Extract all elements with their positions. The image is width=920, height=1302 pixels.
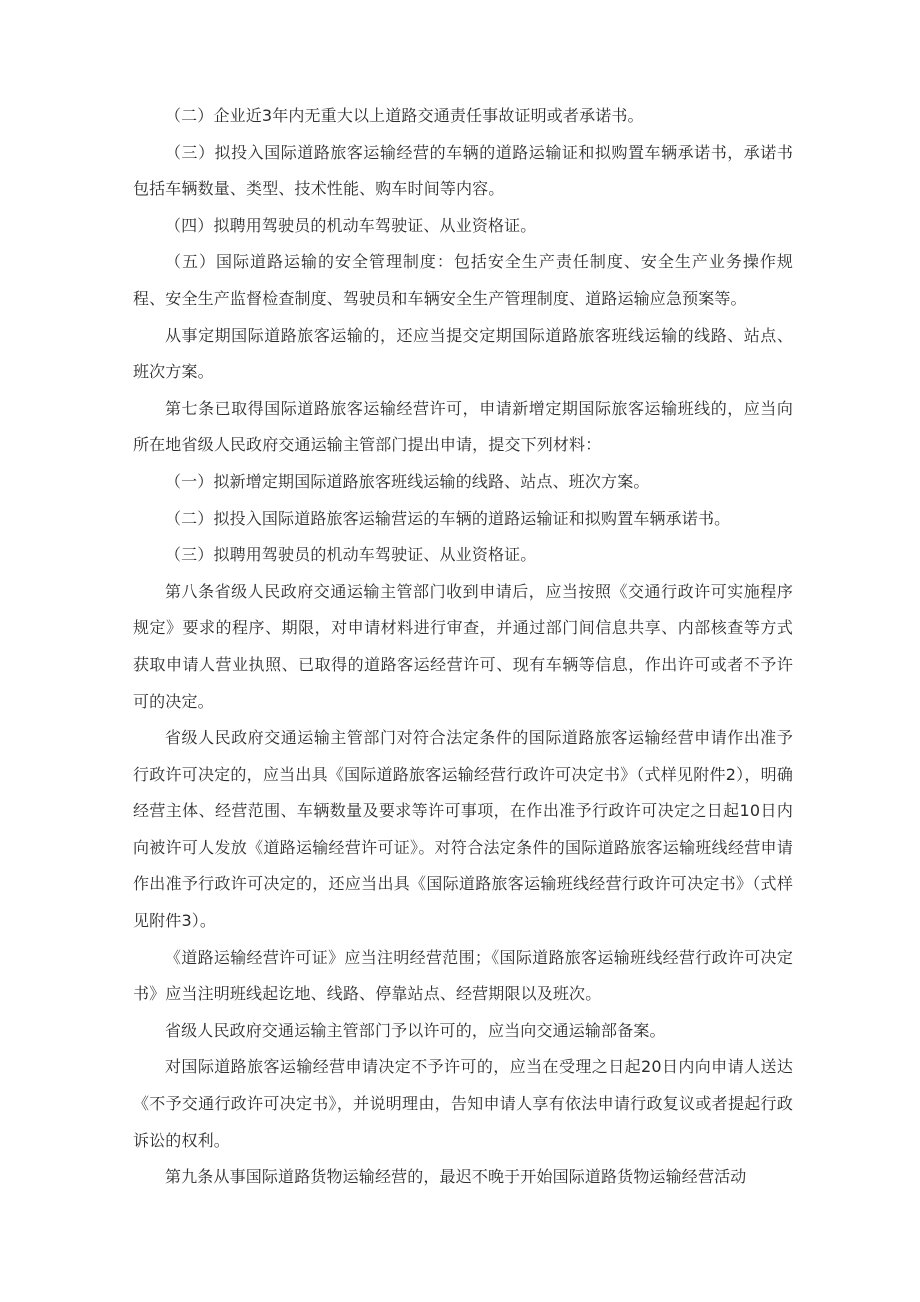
paragraph: （二）企业近3年内无重大以上道路交通责任事故证明或者承诺书。 — [165, 106, 644, 125]
paragraph: 《道路运输经营许可证》应当注明经营范围；《国际道路旅客运输班线经营行政许可决定书》应当注明班线起讫地、线路、停靠站点、经营期限以及班次。 — [133, 947, 793, 1004]
paragraph: 第七条已取得国际道路旅客运输经营许可，申请新增定期国际旅客运输班线的，应当向所在地省级人民政府交通运输主管部门提出申请，提交下列材料： — [133, 398, 793, 455]
paragraph: 对国际道路旅客运输经营申请决定不予许可的，应当在受理之日起20日内向申请人送达《不予交通行政许可决定书》，并说明理由，告知申请人享有依法申请行政复议或者提起行政诉讼的权利。 — [133, 1057, 793, 1150]
paragraph: （五）国际道路运输的安全管理制度：包括安全生产责任制度、安全生产业务操作规程、安全生产监督检查制度、驾驶员和车辆安全生产管理制度、道路运输应急预案等。 — [133, 252, 793, 308]
paragraph: （三）拟投入国际道路旅客运输经营的车辆的道路运输证和拟购置车辆承诺书，承诺书包括车辆数量、类型、技术性能、购车时间等内容。 — [133, 142, 793, 199]
paragraph: 第八条省级人民政府交通运输主管部门收到申请后，应当按照《交通行政许可实施程序规定》要求的程序、期限，对申请材料进行审查，并通过部门间信息共享、内部核查等方式获取申请人营业执照、已取得的道路客运经营许可、现有车辆等信息，作出许可或者不予许可的决定。 — [133, 581, 793, 711]
paragraph: 省级人民政府交通运输主管部门予以许可的，应当向交通运输部备案。 — [165, 1020, 666, 1040]
paragraph: 从事定期国际道路旅客运输的，还应当提交定期国际道路旅客班线运输的线路、站点、班次方案。 — [133, 325, 793, 382]
paragraph: 省级人民政府交通运输主管部门对符合法定条件的国际道路旅客运输经营申请作出准予行政许可决定的，应当出具《国际道路旅客运输经营行政许可决定书》（式样见附件2），明确经营主体、经营范围、车辆数量及要求等许可事项，在作出准予行政许可决定之日起10日内向被许可人发放《道路运输经营许可证》。对符合法定条件的国际道路旅客运输班线经营申请作出准予行政许可决定的，还应当出具《国际道路旅客运输班线经营行政许可决定书》（式样见附件3）。 — [133, 728, 793, 931]
document-body — [133, 98, 793, 1196]
paragraph: （一）拟新增定期国际道路旅客班线运输的线路、站点、班次方案。 — [165, 471, 650, 491]
paragraph: 第九条从事国际道路货物运输经营的，最迟不晚于开始国际道路货物运输经营活动 — [165, 1167, 747, 1187]
paragraph: （二）拟投入国际道路旅客运输营运的车辆的道路运输证和拟购置车辆承诺书。 — [165, 508, 731, 528]
paragraph: （三）拟聘用驾驶员的机动车驾驶证、从业资格证。 — [165, 545, 537, 565]
paragraph: （四）拟聘用驾驶员的机动车驾驶证、从业资格证。 — [165, 215, 537, 235]
